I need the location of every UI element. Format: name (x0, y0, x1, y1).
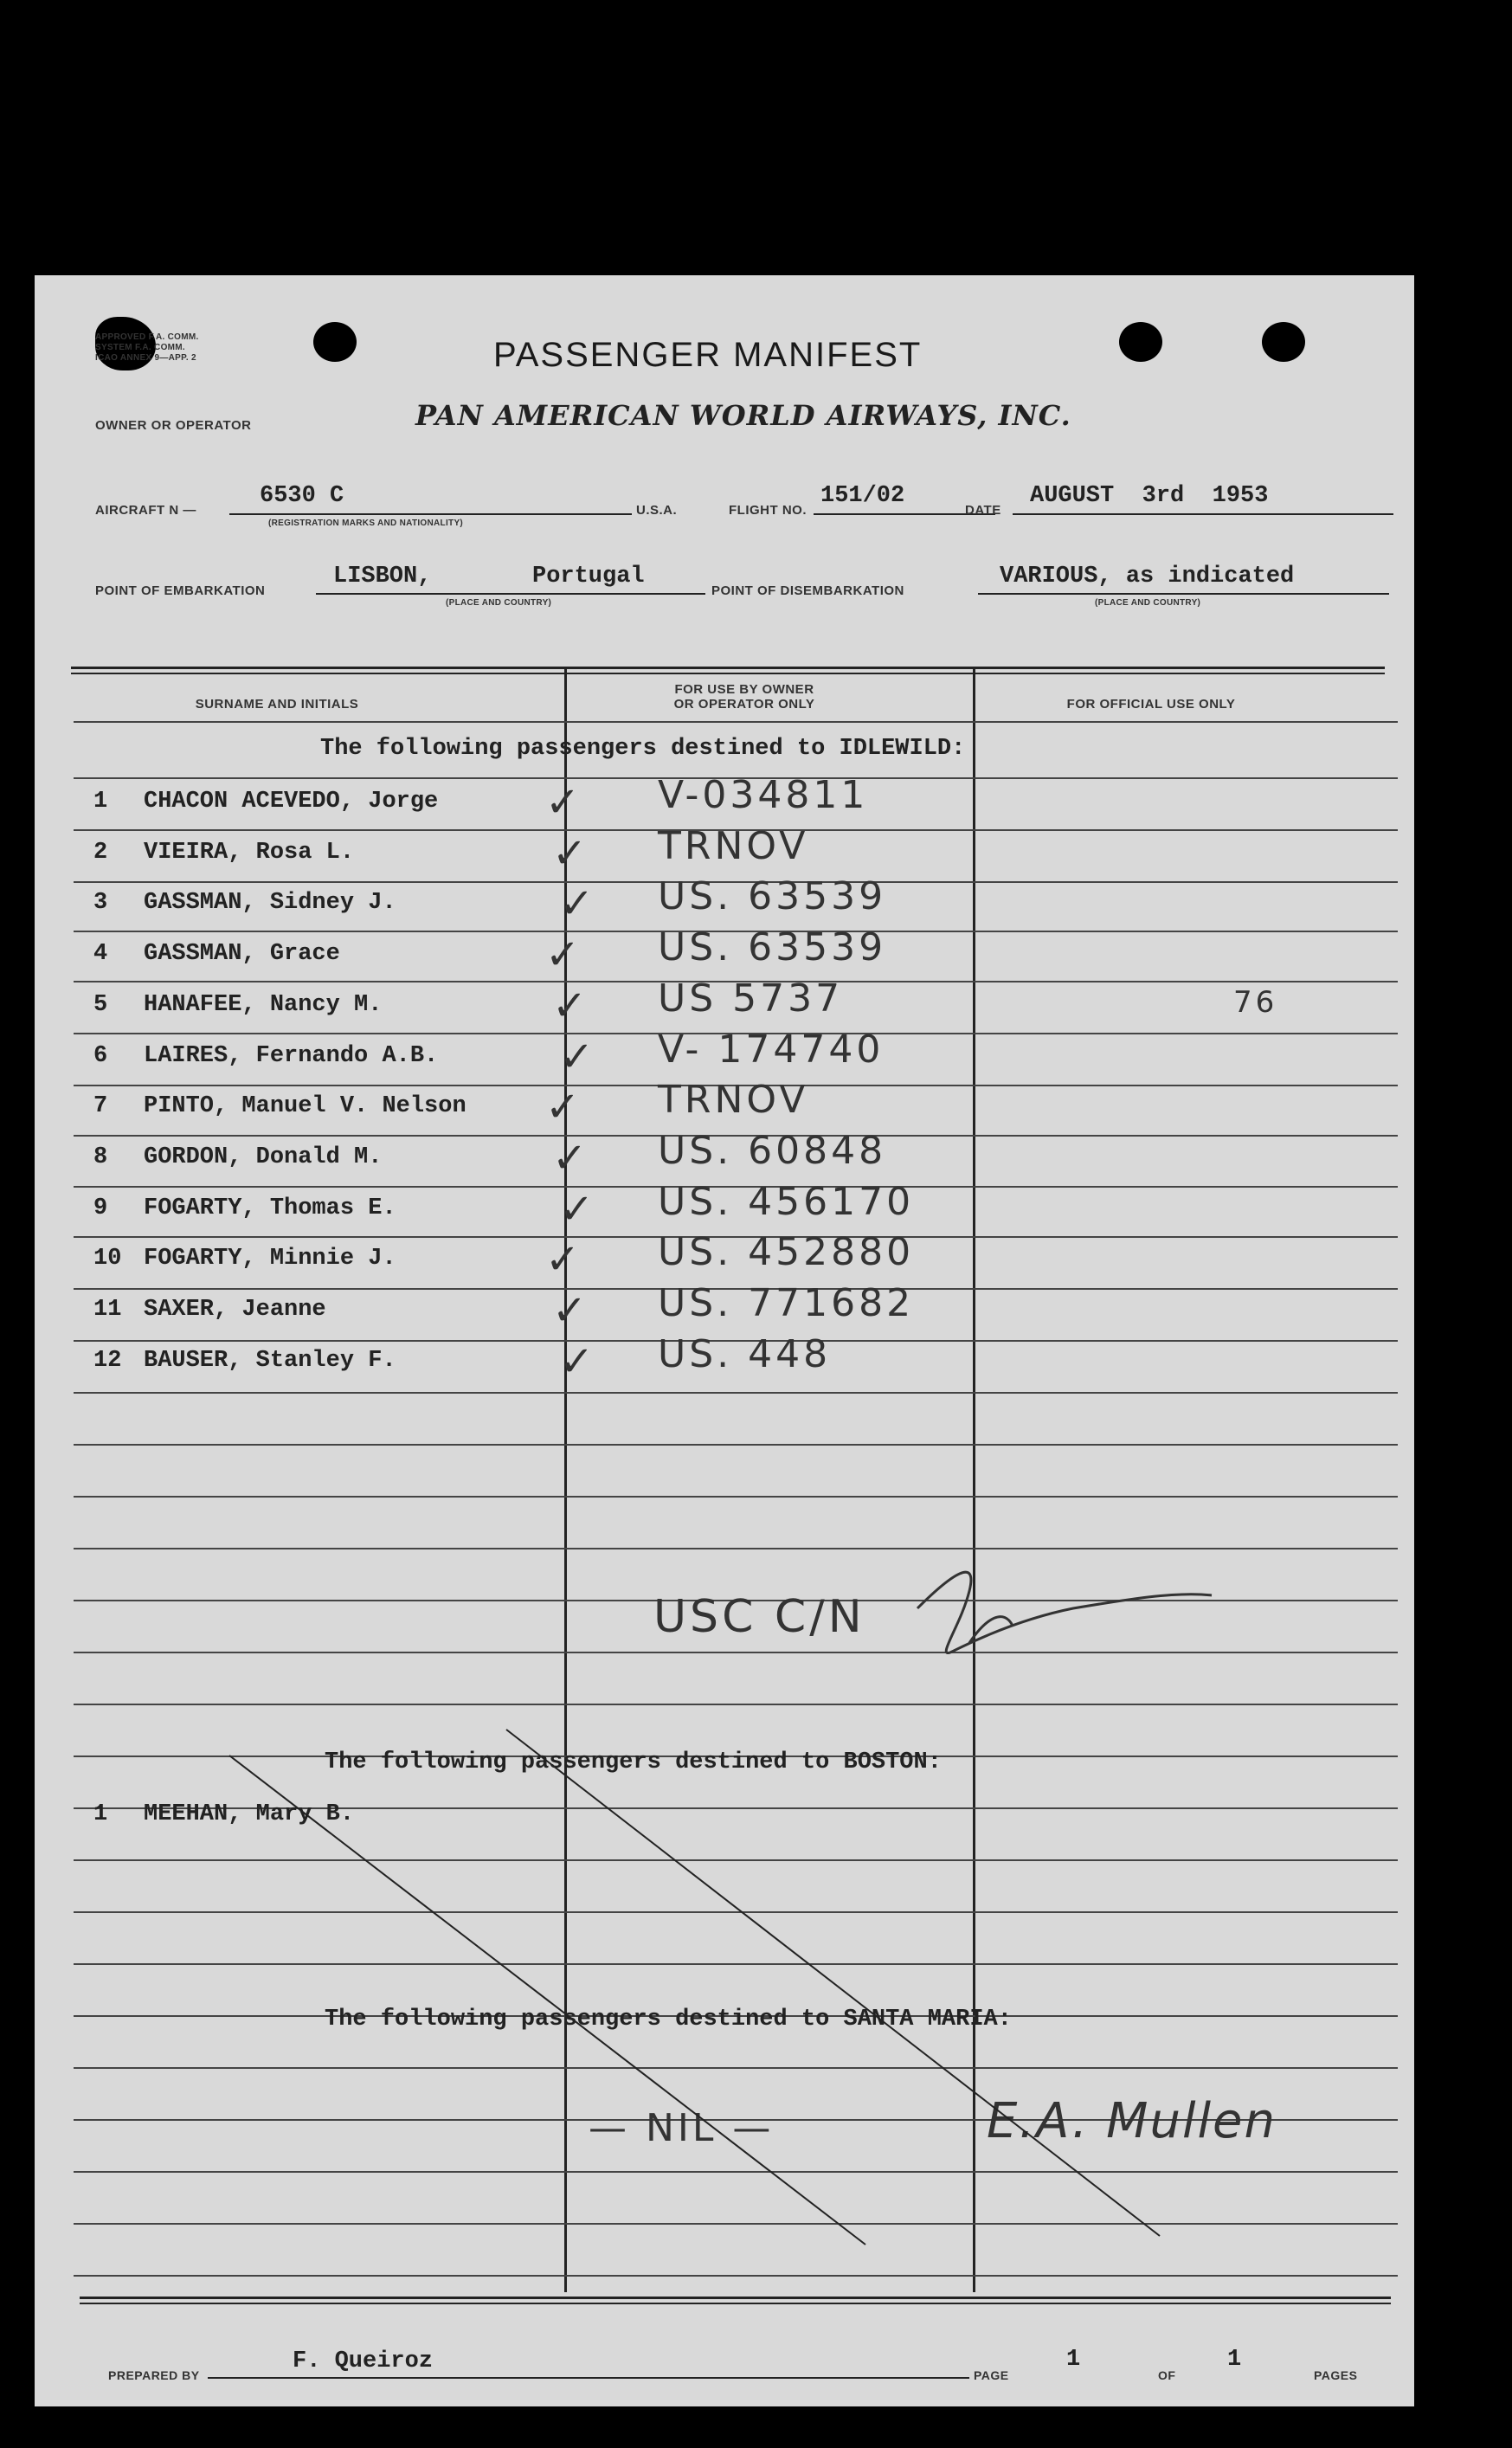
row-number: 6 (93, 1043, 108, 1069)
passenger-name: CHACON ACEVEDO, Jorge (144, 789, 439, 815)
footer-rule-2 (80, 2303, 1391, 2304)
section-idlewild: The following passengers destined to IDLEWILD: (320, 736, 966, 762)
passport-note: US. 771682 (658, 1281, 915, 1325)
signature: E.A. Mullen (987, 2093, 1277, 2149)
registration-caption: (REGISTRATION MARKS AND NATIONALITY) (268, 519, 464, 528)
passport-note: US. 456170 (658, 1180, 915, 1224)
check-mark: ✓ (552, 1134, 591, 1182)
disembark-label: POINT OF DISEMBARKATION (711, 583, 904, 598)
strike-lines (35, 275, 1414, 2406)
passenger-name: GORDON, Donald M. (144, 1144, 383, 1170)
flight-value: 151/02 (820, 483, 905, 509)
embark-caption: (PLACE AND COUNTRY) (446, 598, 552, 608)
passenger-name: SAXER, Jeanne (144, 1297, 326, 1323)
of-value: 1 (1227, 2347, 1242, 2373)
check-mark: ✓ (559, 1185, 598, 1234)
date-value: AUGUST 3rd 1953 (1030, 483, 1269, 509)
row-number: 8 (93, 1144, 108, 1170)
section-boston: The following passengers destined to BOSTON: (325, 1749, 942, 1775)
row-number: 10 (93, 1246, 122, 1272)
nil-mark: — NIL — (589, 2106, 775, 2150)
passenger-name: PINTO, Manuel V. Nelson (144, 1093, 466, 1119)
check-mark: ✓ (545, 1083, 584, 1131)
page-title: PASSENGER MANIFEST (493, 336, 923, 374)
passport-note: US. 448 (658, 1332, 832, 1376)
embark-country: Portugal (532, 564, 645, 589)
aircraft-label: AIRCRAFT N — (95, 503, 196, 518)
row-number: 1 (93, 1801, 108, 1827)
row-number: 3 (93, 890, 108, 916)
footer-rule (80, 2297, 1391, 2299)
passport-note: US. 452880 (658, 1230, 915, 1274)
prepared-value: F. Queiroz (293, 2348, 434, 2374)
check-mark: ✓ (559, 879, 598, 928)
check-mark: ✓ (552, 982, 591, 1030)
col-surname: SURNAME AND INITIALS (195, 697, 359, 712)
section-santa-maria: The following passengers destined to SANTA MARIA: (325, 2007, 1012, 2032)
passenger-name: GASSMAN, Grace (144, 941, 340, 967)
row-number: 12 (93, 1348, 122, 1374)
row-number: 9 (93, 1195, 108, 1221)
passenger-name: VIEIRA, Rosa L. (144, 840, 355, 866)
passenger-name: HANAFEE, Nancy M. (144, 992, 383, 1018)
passport-note: US. 60848 (658, 1129, 887, 1173)
of-label: OF (1158, 2368, 1176, 2382)
passport-note: V-034811 (658, 773, 869, 817)
passport-note: US 5737 (658, 976, 844, 1021)
col-official: FOR OFFICIAL USE ONLY (1066, 697, 1236, 712)
passenger-name: GASSMAN, Sidney J. (144, 890, 396, 916)
aircraft-value: 6530 C (260, 483, 344, 509)
flight-label: FLIGHT NO. (729, 503, 807, 518)
row-number: 11 (93, 1297, 122, 1323)
passport-note: TRNOV (658, 1078, 809, 1122)
row-number: 4 (93, 941, 108, 967)
row-number: 1 (93, 789, 108, 815)
row-number: 2 (93, 840, 108, 866)
check-mark: ✓ (559, 1337, 598, 1386)
passenger-name: MEEHAN, Mary B. (144, 1801, 355, 1827)
form-code: APPROVED F.A. COMM. SYSTEM F.A. COMM. ICAO ANNEX 9—APP. 2 (95, 332, 199, 363)
passenger-name: BAUSER, Stanley F. (144, 1348, 396, 1374)
passenger-name: LAIRES, Fernando A.B. (144, 1043, 439, 1069)
embark-place: LISBON, (333, 564, 432, 589)
passport-note: US. 63539 (658, 874, 887, 918)
prepared-label: PREPARED BY (108, 2368, 200, 2382)
manifest-paper (35, 275, 1414, 2406)
disembark-value: VARIOUS, as indicated (1000, 564, 1295, 589)
check-mark: ✓ (559, 1033, 598, 1081)
passenger-name: FOGARTY, Minnie J. (144, 1246, 396, 1272)
passport-note: TRNOV (658, 824, 809, 868)
check-mark: ✓ (545, 931, 584, 979)
row-number: 5 (93, 992, 108, 1018)
check-mark: ✓ (552, 829, 591, 878)
check-mark: ✓ (545, 1235, 584, 1284)
owner-label: OWNER OR OPERATOR (95, 418, 252, 433)
page-value: 1 (1066, 2347, 1081, 2373)
check-mark: ✓ (552, 1286, 591, 1335)
page-label: PAGE (974, 2368, 1009, 2382)
col-owner: FOR USE BY OWNER OR OPERATOR ONLY (673, 682, 815, 712)
customs-stamp: USC C/N (653, 1591, 865, 1643)
official-note: 76 (1233, 985, 1278, 1020)
passenger-name: FOGARTY, Thomas E. (144, 1195, 396, 1221)
pages-label: PAGES (1314, 2368, 1358, 2382)
row-number: 7 (93, 1093, 108, 1119)
owner-value: PAN AMERICAN WORLD AIRWAYS, INC. (415, 399, 1071, 432)
prepared-underline (208, 2377, 969, 2379)
nationality: U.S.A. (636, 503, 678, 518)
passport-note: US. 63539 (658, 925, 887, 970)
embark-label: POINT OF EMBARKATION (95, 583, 266, 598)
passport-note: V- 174740 (658, 1028, 885, 1072)
disembark-caption: (PLACE AND COUNTRY) (1095, 598, 1201, 608)
check-mark: ✓ (545, 778, 584, 827)
date-label: DATE (965, 503, 1001, 518)
